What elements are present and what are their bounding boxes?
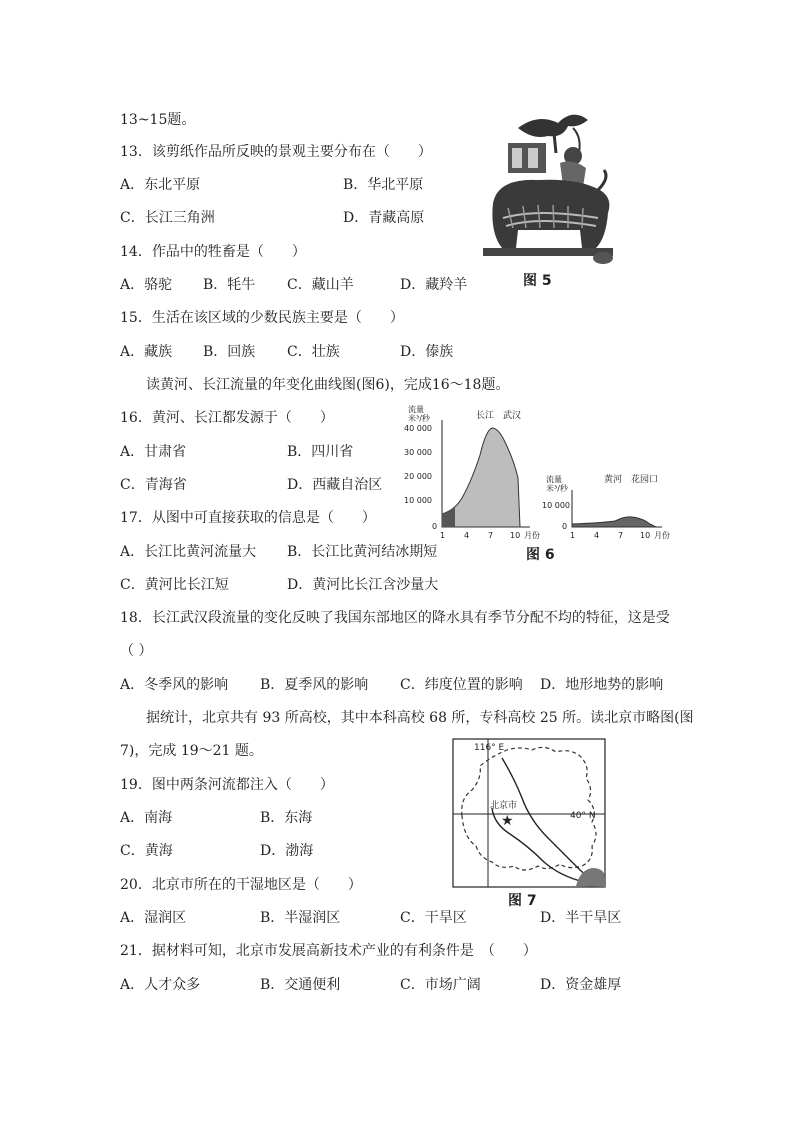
question-16: 16．黄河、长江都发源于（ ） — [120, 410, 334, 426]
right-chart-title: 黄河 花园口 — [604, 475, 659, 485]
paper-cut-figure — [478, 108, 618, 289]
q16-option-b[interactable]: B．四川省 — [287, 444, 354, 460]
yangtze-low-flow-shade — [442, 506, 455, 527]
left-ytick-10000: 10 000 — [404, 496, 432, 505]
beijing-sketch-map — [452, 738, 608, 890]
q15-option-b[interactable]: B．回族 — [203, 344, 256, 360]
question-21: 21．据材料可知，北京市发展高新技术产业的有利条件是 （ ） — [120, 943, 537, 959]
q14-option-d[interactable]: D．藏羚羊 — [400, 277, 468, 293]
question-18-cont: （ ） — [120, 643, 153, 659]
yellow-river-flow-area — [572, 517, 656, 527]
q17-option-c[interactable]: C．黄河比长江短 — [120, 577, 229, 593]
q20-option-d[interactable]: D．半干旱区 — [540, 910, 622, 926]
latitude-label: 40° N — [570, 811, 596, 821]
q19-option-c[interactable]: C．黄海 — [120, 843, 173, 859]
q14-option-b[interactable]: B．牦牛 — [203, 277, 256, 293]
q21-option-a[interactable]: A．人才众多 — [120, 977, 201, 993]
figure-5-caption: 图 5 — [523, 273, 552, 289]
yak-paper-cut-image — [478, 108, 618, 270]
left-ytick-30000: 30 000 — [404, 448, 432, 457]
q15-option-d[interactable]: D．傣族 — [400, 344, 454, 360]
right-ytick-0: 0 — [562, 522, 568, 531]
question-19: 19．图中两条河流都注入（ ） — [120, 777, 334, 793]
left-ytick-40000: 40 000 — [404, 424, 432, 433]
right-xtick-month: 月份 — [654, 531, 670, 540]
question-17: 17．从图中可直接获取的信息是（ ） — [120, 510, 376, 526]
right-xtick-7: 7 — [618, 531, 624, 540]
q17-option-d[interactable]: D．黄河比长江含沙量大 — [287, 577, 439, 593]
q19-option-b[interactable]: B．东海 — [260, 810, 313, 826]
figure-6-caption: 图 6 — [526, 547, 555, 563]
q20-option-b[interactable]: B．半湿润区 — [260, 910, 341, 926]
right-ytick-10000: 10 000 — [542, 501, 570, 510]
q17-option-a[interactable]: A．长江比黄河流量大 — [120, 544, 257, 560]
q18-option-d[interactable]: D．地形地势的影响 — [540, 677, 664, 693]
left-xtick-1: 1 — [440, 531, 446, 540]
q18-option-a[interactable]: A．冬季风的影响 — [120, 677, 229, 693]
q21-option-b[interactable]: B．交通便利 — [260, 977, 341, 993]
river-flow-figure — [400, 400, 680, 565]
intro-text-2: 读黄河、长江流量的年变化曲线图(图6)，完成16～18题。 — [146, 377, 510, 393]
q15-option-c[interactable]: C．壮族 — [287, 344, 340, 360]
q16-option-d[interactable]: D．西藏自治区 — [287, 477, 383, 493]
q19-option-a[interactable]: A．南海 — [120, 810, 173, 826]
question-13: 13．该剪纸作品所反映的景观主要分布在（ ） — [120, 144, 432, 160]
left-xtick-month: 月份 — [524, 531, 540, 540]
q19-option-d[interactable]: D．渤海 — [260, 843, 314, 859]
intro-text-3b: 7)，完成 19～21 题。 — [120, 743, 263, 759]
right-xtick-1: 1 — [570, 531, 576, 540]
right-ylabel-bottom: 米³/秒 — [546, 484, 568, 493]
left-xtick-7: 7 — [488, 531, 494, 540]
q18-option-c[interactable]: C．纬度位置的影响 — [400, 677, 523, 693]
q13-option-a[interactable]: A．东北平原 — [120, 177, 201, 193]
q13-option-d[interactable]: D．青藏高原 — [343, 210, 425, 226]
q14-option-c[interactable]: C．藏山羊 — [287, 277, 354, 293]
q13-option-b[interactable]: B．华北平原 — [343, 177, 424, 193]
q20-option-a[interactable]: A．湿润区 — [120, 910, 187, 926]
question-14: 14．作品中的牲畜是（ ） — [120, 244, 306, 260]
beijing-map-figure — [452, 738, 608, 908]
q21-option-d[interactable]: D．资金雄厚 — [540, 977, 622, 993]
left-xtick-4: 4 — [464, 531, 470, 540]
q16-option-a[interactable]: A．甘肃省 — [120, 444, 187, 460]
q17-option-b[interactable]: B．长江比黄河结冰期短 — [287, 544, 438, 560]
question-15: 15．生活在该区域的少数民族主要是（ ） — [120, 310, 404, 326]
q20-option-c[interactable]: C．干旱区 — [400, 910, 467, 926]
question-18: 18．长江武汉段流量的变化反映了我国东部地区的降水具有季节分配不均的特征，这是受 — [120, 610, 670, 626]
river-flow-charts — [400, 400, 680, 565]
q15-option-a[interactable]: A．藏族 — [120, 344, 173, 360]
right-xtick-4: 4 — [594, 531, 600, 540]
right-xtick-10: 10 — [640, 531, 651, 540]
left-ytick-0: 0 — [432, 522, 438, 531]
left-xtick-10: 10 — [510, 531, 521, 540]
intro-text: 13~15题。 — [120, 112, 196, 128]
left-ylabel-top: 流量 — [408, 405, 424, 414]
q18-option-b[interactable]: B．夏季风的影响 — [260, 677, 369, 693]
left-ylabel-bottom: 米³/秒 — [408, 414, 430, 423]
city-label: 北京市 — [490, 801, 518, 811]
capital-star-icon: ★ — [501, 813, 514, 829]
right-ylabel-top: 流量 — [546, 475, 562, 484]
left-ytick-20000: 20 000 — [404, 472, 432, 481]
q21-option-c[interactable]: C．市场广阔 — [400, 977, 481, 993]
longitude-label: 116° E — [474, 743, 505, 753]
q14-option-a[interactable]: A．骆驼 — [120, 277, 173, 293]
left-chart-title: 长江 武汉 — [476, 411, 522, 421]
intro-text-3a: 据统计，北京共有 93 所高校，其中本科高校 68 所，专科高校 25 所。读北京市略图(图 — [146, 710, 694, 726]
q16-option-c[interactable]: C．青海省 — [120, 477, 187, 493]
figure-7-caption: 图 7 — [508, 893, 537, 909]
question-20: 20．北京市所在的干湿地区是（ ） — [120, 877, 362, 893]
q13-option-c[interactable]: C．长江三角洲 — [120, 210, 215, 226]
